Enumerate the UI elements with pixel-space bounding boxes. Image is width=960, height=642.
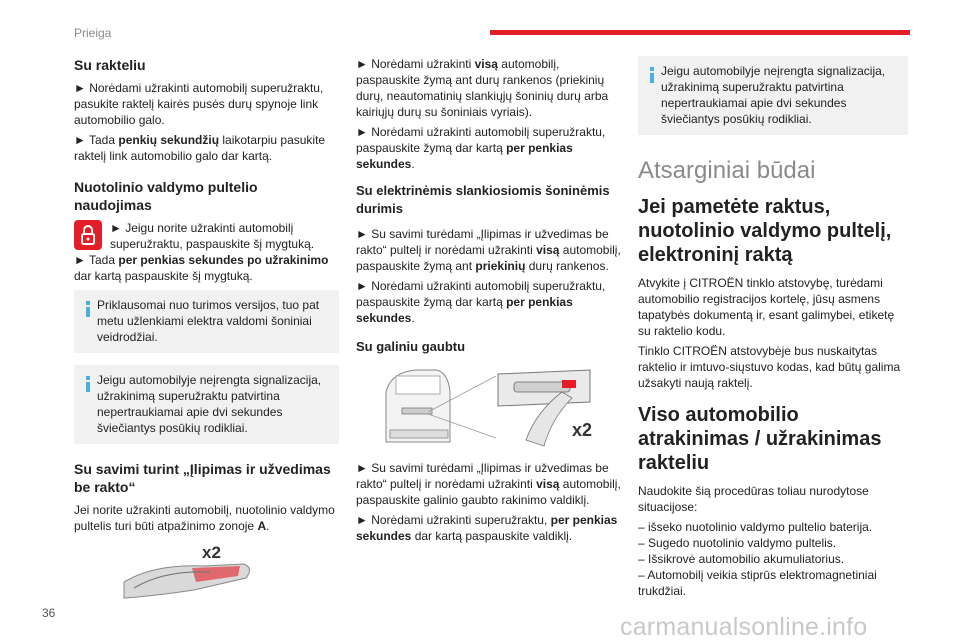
heading-lost-keys: Jei pametėte raktus, nuotolinio valdymo pultelį, elektroninį raktą [638, 196, 892, 266]
handle-paragraph-2: ► Norėdami užrakinti automobilį superužraktu, paspauskite žymą dar kartą per penkias sekundes. [356, 125, 606, 171]
header-accent-bar [490, 30, 910, 35]
remote-paragraph-1: ► Jeigu norite užrakinti automobilį superužraktu, paspauskite šį mygtuką. [74, 220, 339, 252]
situations-list [638, 519, 908, 599]
sliding-paragraph-1: ► Su savimi turėdami „Įlipimas ir užvedimas be rakto“ pultelį ir norėdami užrakinti visą automobilį, paspauskite žymą ant priekinių durų rankenos. [356, 227, 621, 273]
lock-button-icon [74, 220, 102, 250]
column-2 [356, 56, 624, 548]
info-icon [650, 67, 654, 83]
column-1 [74, 56, 339, 608]
list-item: – Sugedo nuotolinio valdymo pultelis. [638, 536, 837, 550]
list-item: – Automobilį veikia stiprūs elektromagnetiniai trukdžiai. [638, 568, 877, 598]
tailgate-paragraph-2: ► Norėdami užrakinti superužraktu, per penkias sekundes dar kartą paspauskite valdiklį. [356, 513, 618, 543]
header-section-title: Prieiga [74, 26, 112, 40]
keyless-paragraph: Jei norite užrakinti automobilį, nuotolinio valdymo pultelis turi būti atpažinimo zonoje A. [74, 503, 335, 533]
lost-paragraph-1: Atvykite į CITROËN tinklo atstovybę, turėdami automobilio registracijos kortelę, jūsų asmens tapatybės dokumentą ir, esant galimybei, etiketę su raktelio kodu. [638, 276, 895, 338]
page-number: 36 [42, 606, 56, 620]
column-3 [638, 56, 908, 599]
remote-paragraph-2: ► Tada per penkias sekundes po užrakinimo dar kartą paspauskite šį mygtuką. [74, 253, 329, 283]
list-item: – Išsikrovė automobilio akumuliatorius. [638, 552, 845, 566]
key-paragraph-1: ► Norėdami užrakinti automobilį superužraktu, pasukite raktelį kairės pusės durų spynoje link automobilio galo. [74, 81, 324, 127]
x2-label: x2 [572, 420, 593, 440]
info-icon [86, 301, 90, 317]
heading-key: Su rakteliu [74, 57, 146, 73]
heading-tailgate: Su galiniu gaubtu [356, 339, 466, 354]
heading-keyless: Su savimi turint „Įlipimas ir užvedimas be rakto“ [74, 461, 331, 495]
list-item: – išseko nuotolinio valdymo pultelio baterija. [638, 520, 873, 534]
watermark: carmanualsonline.info [620, 613, 868, 641]
heading-whole-vehicle: Viso automobilio atrakinimas / užrakinimas rakteliu [638, 404, 882, 474]
info-box-mirrors: Priklausomai nuo turimos versijos, tuo pat metu užlenkiami elektra valdomi šoniniai veidrodžiai. [74, 290, 339, 353]
heading-remote: Nuotolinio valdymo pultelio naudojimas [74, 179, 258, 213]
info-box-alarm-2: Jeigu automobilyje neįrengta signalizacija, užrakinimą superužraktu patvirtina nepertraukiamai apie dvi sekundes šviečiantys posūkių rodikliai. [638, 56, 908, 135]
info-box-alarm: Jeigu automobilyje neįrengta signalizacija, užrakinimą superužraktu patvirtina nepertraukiamai apie dvi sekundes šviečiantys posūkių rodikliai. [74, 365, 339, 444]
handle-paragraph-1: ► Norėdami užrakinti visą automobilį, paspauskite žymą ant durų rankenos (priekinių durų, neautomatinių slankiųjų šoninių durų arba kairiųjų durų su šoniniais vyriais). [356, 57, 609, 119]
whole-intro: Naudokite šią procedūras toliau nurodytose situacijose: [638, 484, 869, 514]
tailgate-illustration [376, 362, 624, 454]
tailgate-paragraph-1: ► Su savimi turėdami „Įlipimas ir užvedimas be rakto“ pultelį ir norėdami užrakinti visą automobilį, paspauskite galinio gaubto rakinimo valdiklį. [356, 461, 621, 507]
heading-sliding-doors: Su elektrinėmis slankiosiomis šoninėmis durimis [356, 183, 610, 216]
door-handle-illustration [114, 542, 339, 608]
x2-label: x2 [202, 543, 221, 562]
key-paragraph-2: ► Tada penkių sekundžių laikotarpiu pasukite raktelį link automobilio galo dar kartą. [74, 133, 326, 163]
sliding-paragraph-2: ► Norėdami užrakinti automobilį superužraktu, paspauskite žymą dar kartą per penkias sekundes. [356, 279, 606, 325]
heading-backup-methods: Atsarginiai būdai [638, 157, 816, 184]
info-icon [86, 376, 90, 392]
lost-paragraph-2: Tinklo CITROËN atstovybėje bus nuskaitytas raktelio ir imtuvo-siųstuvo kodas, kad būtų galima užsakyti naują raktelį. [638, 344, 901, 390]
